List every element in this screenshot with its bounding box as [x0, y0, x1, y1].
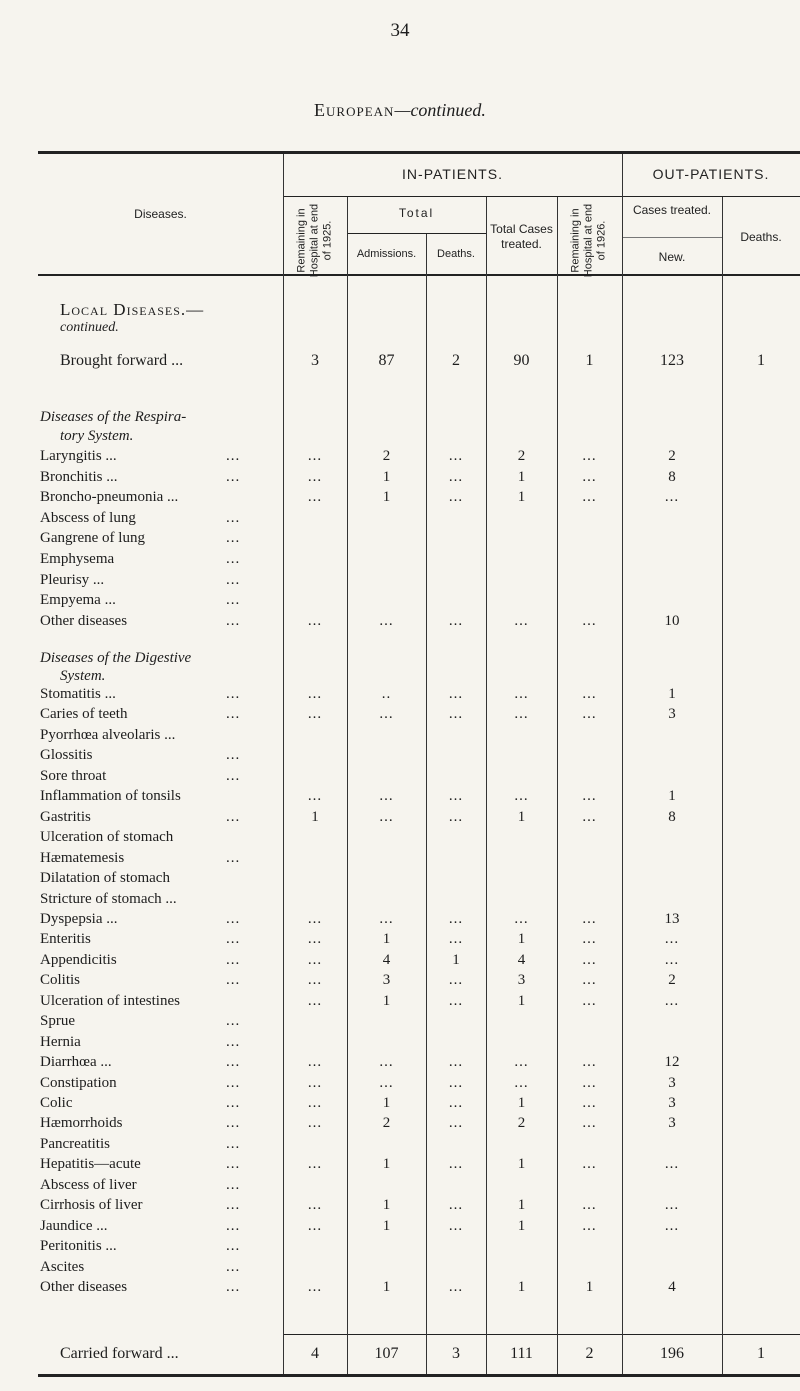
- cell-col-4: 1: [517, 468, 526, 485]
- leader-dots: ...: [226, 686, 241, 702]
- respiratory-title-1: Diseases of the Respira-: [40, 409, 187, 425]
- total-header: Total: [398, 206, 435, 220]
- cell-col-4: 3: [517, 972, 526, 989]
- table-row: [0, 1279, 800, 1297]
- leader-dots: ...: [226, 706, 241, 723]
- cell-col-4: ...: [514, 612, 529, 629]
- cell-col-1: 4: [311, 1345, 319, 1362]
- cell-col-3: ...: [448, 706, 464, 723]
- table-row: [0, 1136, 800, 1154]
- cell-col-2: 1: [382, 489, 391, 506]
- disease-name: Colitis: [40, 972, 81, 989]
- cell-col-2: 2: [382, 448, 391, 464]
- new-header: New.: [658, 250, 686, 264]
- table-row: [0, 530, 800, 548]
- cell-col-6: 1: [668, 686, 676, 702]
- cell-col-5: ...: [582, 1115, 597, 1132]
- cell-col-5: ...: [582, 910, 597, 927]
- leader-dots: ...: [226, 551, 241, 567]
- section-local-sub: continued.: [60, 320, 119, 335]
- cell-col-3: ...: [448, 1095, 464, 1111]
- leader-dots: ...: [226, 1238, 241, 1255]
- disease-name: Pancreatitis: [40, 1135, 110, 1152]
- cell-col-3: ...: [448, 992, 464, 1009]
- cell-col-6: 10: [664, 612, 680, 629]
- cell-col-2: 87: [378, 352, 395, 369]
- table-row: [0, 829, 800, 847]
- cell-col-4: 1: [517, 1279, 526, 1296]
- diseases-header: Diseases.: [134, 207, 187, 221]
- table-bottom-rule: [38, 1374, 800, 1377]
- cell-col-2: 4: [382, 951, 391, 968]
- cell-col-4: 1: [517, 931, 526, 948]
- cell-col-3: ...: [448, 686, 464, 702]
- cell-col-3: ...: [448, 489, 464, 506]
- cell-col-3: ...: [448, 1197, 464, 1214]
- cell-col-6: ...: [664, 931, 680, 948]
- leader-dots: ...: [226, 1279, 241, 1296]
- table-row: [0, 972, 800, 990]
- leader-dots: ...: [226, 592, 241, 609]
- title-main: European: [314, 100, 395, 120]
- cell-col-1: ...: [307, 910, 323, 927]
- cell-col-5: ...: [582, 972, 597, 989]
- leader-dots: ...: [226, 1258, 241, 1275]
- table-row: [0, 809, 800, 827]
- cell-col-6: 12: [664, 1054, 680, 1071]
- leader-dots: ...: [226, 1033, 241, 1050]
- leader-dots: ...: [226, 571, 241, 588]
- disease-name: Broncho-pneumonia ...: [40, 489, 179, 506]
- cell-col-4: ...: [514, 910, 529, 927]
- leader-dots: ...: [226, 1135, 241, 1152]
- cell-col-1: ...: [307, 612, 323, 629]
- table-row: [0, 931, 800, 949]
- cell-col-4: 1: [517, 1217, 526, 1234]
- disease-name: Glossitis: [40, 747, 93, 764]
- cell-col-5: ...: [582, 706, 597, 723]
- inpatients-header: IN-PATIENTS.: [402, 166, 503, 182]
- leader-dots: ...: [226, 1115, 241, 1132]
- cell-col-6: 13: [664, 910, 680, 927]
- cell-col-7: 1: [757, 1345, 765, 1362]
- disease-name: Other diseases: [40, 612, 128, 629]
- cell-col-1: ...: [307, 1095, 323, 1111]
- cell-col-6: 2: [668, 448, 676, 464]
- table-row: [0, 870, 800, 888]
- cell-col-5: ...: [582, 468, 597, 485]
- admissions-header: Admissions.: [356, 248, 417, 260]
- brought-forward-row: [0, 352, 800, 370]
- leader-dots: ...: [226, 1176, 241, 1193]
- disease-name: Gangrene of lung: [40, 530, 145, 547]
- cell-col-3: ...: [448, 448, 464, 464]
- cell-col-6: 3: [668, 706, 676, 723]
- cell-col-3: ...: [448, 612, 464, 629]
- cases-treated-header: Cases treated.: [632, 203, 712, 217]
- cell-col-4: 1: [517, 1156, 526, 1173]
- cell-col-2: ...: [379, 612, 394, 629]
- disease-name: Stricture of stomach ...: [40, 890, 177, 907]
- cell-col-1: ...: [307, 468, 323, 485]
- cell-col-6: ...: [664, 1217, 680, 1234]
- digestive-title-1: Diseases of the Digestive: [40, 650, 192, 666]
- leader-dots: ...: [226, 931, 241, 948]
- table-row: [0, 448, 800, 466]
- cell-col-3: ...: [448, 788, 464, 805]
- cell-col-3: ...: [448, 1054, 464, 1071]
- cell-col-2: 2: [382, 1115, 391, 1132]
- leader-dots: ...: [226, 951, 241, 968]
- disease-name: Colic: [40, 1095, 73, 1111]
- table-row: [0, 510, 800, 528]
- table-row: [0, 993, 800, 1011]
- cell-col-1: ...: [307, 1074, 323, 1091]
- disease-name: Sprue: [40, 1013, 75, 1030]
- disease-name: Ascites: [40, 1258, 85, 1275]
- cell-col-3: ...: [448, 931, 464, 948]
- cell-col-1: ...: [307, 489, 323, 506]
- disease-name: Hæmatemesis: [40, 849, 125, 866]
- page-number: 34: [390, 20, 410, 41]
- carried-forward-label: Carried forward ...: [60, 1345, 179, 1362]
- table-row: [0, 489, 800, 507]
- cell-col-6: 123: [660, 352, 684, 369]
- cell-col-6: 3: [668, 1115, 676, 1132]
- table-row: [0, 1013, 800, 1031]
- table-row: [0, 592, 800, 610]
- disease-name: Jaundice ...: [40, 1217, 108, 1234]
- leader-dots: ...: [226, 1197, 241, 1214]
- disease-name: Constipation: [40, 1074, 117, 1091]
- cell-col-1: ...: [307, 1156, 323, 1173]
- cell-col-2: 1: [382, 992, 391, 1009]
- leader-dots: ...: [226, 612, 241, 629]
- cell-col-2: 1: [382, 1095, 391, 1111]
- leader-dots: ...: [226, 1054, 241, 1071]
- cell-col-3: ...: [448, 972, 464, 989]
- cell-col-2: 1: [382, 1197, 391, 1214]
- cell-col-1: ...: [307, 788, 323, 805]
- disease-name: Gastritis: [40, 808, 91, 825]
- cell-col-5: ...: [582, 1095, 597, 1111]
- table-row: [0, 1095, 800, 1113]
- page-title: [0, 100, 800, 121]
- table-row: [0, 1115, 800, 1133]
- cell-col-3: ...: [448, 1217, 464, 1234]
- cell-col-4: 1: [517, 1095, 526, 1111]
- cell-col-6: ...: [664, 951, 680, 968]
- cell-col-1: ...: [307, 1279, 323, 1296]
- remaining-1925-header: Remaining in Hospital at end of 1925.: [295, 203, 334, 278]
- cell-col-5: ...: [582, 992, 597, 1009]
- cell-col-1: ...: [307, 686, 323, 702]
- cell-col-5: ...: [582, 1156, 597, 1173]
- digestive-title-2: System.: [60, 668, 106, 684]
- cell-col-5: 1: [585, 352, 594, 369]
- disease-name: Bronchitis ...: [40, 468, 118, 485]
- cell-col-4: 1: [517, 992, 526, 1009]
- table-row: [0, 788, 800, 806]
- cell-col-4: ...: [514, 788, 529, 805]
- cell-col-1: ...: [307, 972, 323, 989]
- disease-name: Peritonitis ...: [40, 1238, 117, 1255]
- cell-col-2: 1: [382, 1279, 391, 1296]
- cell-col-6: ...: [664, 1197, 680, 1214]
- disease-name: Cirrhosis of liver: [40, 1197, 143, 1214]
- table-row: [0, 1054, 800, 1072]
- outpatients-header: OUT-PATIENTS.: [652, 166, 770, 182]
- table-row: [0, 891, 800, 909]
- cell-col-6: 3: [668, 1074, 676, 1091]
- leader-dots: ...: [226, 747, 241, 764]
- cell-col-1: 1: [311, 808, 319, 825]
- disease-name: Appendicitis: [40, 951, 117, 968]
- remaining-1926-header: Remaining in Hospital at end of 1926.: [569, 203, 608, 278]
- cell-col-1: ...: [307, 951, 323, 968]
- cell-col-2: 1: [382, 931, 391, 948]
- cell-col-1: ...: [307, 992, 323, 1009]
- cell-col-4: ...: [514, 686, 529, 702]
- cell-col-4: ...: [514, 706, 529, 723]
- disease-name: Ulceration of stomach: [40, 829, 174, 846]
- disease-name: Empyema ...: [40, 592, 116, 609]
- leader-dots: ...: [226, 468, 241, 485]
- cell-col-5: ...: [582, 686, 597, 702]
- cell-col-4: 2: [517, 448, 526, 464]
- cell-col-5: ...: [582, 1197, 597, 1214]
- cell-col-6: 8: [668, 468, 676, 485]
- table-row: [0, 1259, 800, 1277]
- cell-col-6: ...: [664, 1156, 680, 1173]
- cell-col-5: ...: [582, 489, 597, 506]
- cell-col-7: 1: [757, 352, 765, 369]
- disease-name: Emphysema: [40, 551, 115, 567]
- total-cases-header: Total Cases treated.: [490, 222, 553, 251]
- cell-col-6: 4: [668, 1279, 676, 1296]
- table-row: [0, 572, 800, 590]
- cell-col-6: 196: [660, 1345, 684, 1362]
- disease-name: Pyorrhœa alveolaris ...: [40, 726, 176, 743]
- leader-dots: ...: [226, 1156, 241, 1173]
- cell-col-4: 1: [517, 489, 526, 506]
- deaths-in-header: Deaths.: [437, 248, 475, 260]
- disease-name: Dilatation of stomach: [40, 870, 170, 887]
- table-row: [0, 747, 800, 765]
- respiratory-title-2: tory System.: [60, 428, 134, 444]
- cell-col-3: ...: [448, 808, 464, 825]
- cell-col-2: ...: [379, 1074, 394, 1091]
- cell-col-5: ...: [582, 1074, 597, 1091]
- leader-dots: ...: [226, 1074, 241, 1091]
- table-row: [0, 727, 800, 745]
- cell-col-1: ...: [307, 706, 323, 723]
- cell-col-4: ...: [514, 1074, 529, 1091]
- leader-dots: ...: [226, 448, 241, 464]
- table-row: [0, 1034, 800, 1052]
- disease-name: Stomatitis ...: [40, 686, 116, 702]
- cell-col-5: 1: [585, 1279, 594, 1296]
- cell-col-2: ...: [379, 788, 394, 805]
- table-row: [0, 686, 800, 704]
- table-row: [0, 850, 800, 868]
- leader-dots: ...: [226, 1095, 241, 1111]
- cell-col-3: 2: [452, 352, 460, 369]
- cell-col-5: ...: [582, 612, 597, 629]
- table-row: [0, 768, 800, 786]
- cell-col-4: 2: [517, 1115, 526, 1132]
- disease-name: Caries of teeth: [40, 706, 128, 723]
- cell-col-3: ...: [448, 468, 464, 485]
- cell-col-1: ...: [307, 448, 323, 464]
- table-row: [0, 613, 800, 631]
- cell-col-1: ...: [307, 931, 323, 948]
- brought-forward-label: Brought forward ...: [60, 352, 184, 369]
- cell-col-2: ...: [379, 910, 394, 927]
- cell-col-4: 1: [517, 808, 526, 825]
- table-row: [0, 706, 800, 724]
- disease-name: Hæmorrhoids: [40, 1115, 123, 1132]
- table-row: [0, 1177, 800, 1195]
- table-row: [0, 469, 800, 487]
- cell-col-2: 3: [382, 972, 391, 989]
- cell-col-2: ..: [381, 686, 392, 702]
- cell-col-1: ...: [307, 1217, 323, 1234]
- disease-name: Enteritis: [40, 931, 91, 948]
- cell-col-6: 1: [668, 788, 676, 805]
- leader-dots: ...: [226, 530, 241, 547]
- cell-col-3: ...: [448, 1074, 464, 1091]
- cell-col-1: 3: [311, 352, 319, 369]
- cell-col-3: ...: [448, 1279, 464, 1296]
- cell-col-1: ...: [307, 1197, 323, 1214]
- leader-dots: ...: [226, 767, 241, 784]
- cell-col-1: ...: [307, 1115, 323, 1132]
- cell-col-2: 1: [382, 1217, 391, 1234]
- cell-col-5: ...: [582, 788, 597, 805]
- cell-col-2: 1: [382, 468, 391, 485]
- table-row: [0, 1156, 800, 1174]
- cell-col-4: 1: [517, 1197, 526, 1214]
- cell-col-2: 107: [374, 1345, 399, 1362]
- leader-dots: ...: [226, 1217, 241, 1234]
- leader-dots: ...: [226, 972, 241, 989]
- disease-name: Ulceration of intestines: [40, 992, 180, 1009]
- disease-name: Abscess of liver: [40, 1176, 137, 1193]
- leader-dots: ...: [226, 509, 241, 526]
- cell-col-2: ...: [379, 706, 394, 723]
- cell-col-4: 90: [513, 352, 530, 369]
- disease-name: Sore throat: [40, 767, 107, 784]
- cell-col-5: ...: [582, 448, 597, 464]
- cell-col-6: ...: [664, 992, 680, 1009]
- cell-col-3: ...: [448, 1115, 464, 1132]
- leader-dots: ...: [226, 849, 241, 866]
- title-suffix: —continued.: [394, 100, 486, 120]
- cell-col-6: 2: [668, 972, 676, 989]
- cell-col-5: ...: [582, 808, 597, 825]
- leader-dots: ...: [226, 1013, 241, 1030]
- cell-col-5: ...: [582, 1217, 597, 1234]
- table-top-rule: [38, 151, 800, 154]
- table-row: [0, 1238, 800, 1256]
- cell-col-6: 3: [668, 1095, 676, 1111]
- leader-dots: ...: [226, 910, 241, 927]
- table-row: [0, 1075, 800, 1093]
- disease-name: Diarrhœa ...: [40, 1054, 112, 1071]
- cell-col-5: ...: [582, 951, 597, 968]
- disease-name: Laryngitis ...: [40, 448, 117, 464]
- table-row: [0, 911, 800, 929]
- cell-col-6: ...: [664, 489, 680, 506]
- carried-forward-row: [0, 1345, 800, 1363]
- disease-name: Hernia: [40, 1033, 81, 1050]
- cell-col-2: ...: [379, 808, 394, 825]
- table-row: [0, 551, 800, 569]
- cell-col-4: 111: [510, 1345, 533, 1362]
- disease-name: Abscess of lung: [40, 509, 136, 526]
- disease-name: Dyspepsia ...: [40, 910, 118, 927]
- cell-col-3: 1: [452, 951, 460, 968]
- table-row: [0, 1197, 800, 1215]
- cell-col-4: ...: [514, 1054, 529, 1071]
- cell-col-1: ...: [307, 1054, 323, 1071]
- disease-name: Inflammation of tonsils: [40, 788, 181, 805]
- cell-col-2: 1: [382, 1156, 391, 1173]
- table-row: [0, 1218, 800, 1236]
- cell-col-4: 4: [517, 951, 526, 968]
- total-rule: [347, 233, 486, 234]
- leader-dots: ...: [226, 808, 241, 825]
- cell-col-5: 2: [585, 1345, 594, 1362]
- disease-name: Other diseases: [40, 1279, 128, 1296]
- deaths-out-header: Deaths.: [740, 230, 782, 244]
- header-bottom-rule: [38, 274, 800, 276]
- disease-name: Hepatitis—acute: [40, 1156, 141, 1173]
- cell-col-3: ...: [448, 1156, 464, 1173]
- cell-col-3: ...: [448, 910, 464, 927]
- table-row: [0, 952, 800, 970]
- cell-col-5: ...: [582, 1054, 597, 1071]
- new-rule: [622, 237, 722, 238]
- disease-name: Pleurisy ...: [40, 571, 105, 588]
- cell-col-5: ...: [582, 931, 597, 948]
- cell-col-2: ...: [379, 1054, 394, 1071]
- section-local-title: Local Diseases.—: [60, 300, 205, 319]
- cell-col-6: 8: [668, 808, 676, 825]
- cell-col-3: 3: [452, 1345, 460, 1362]
